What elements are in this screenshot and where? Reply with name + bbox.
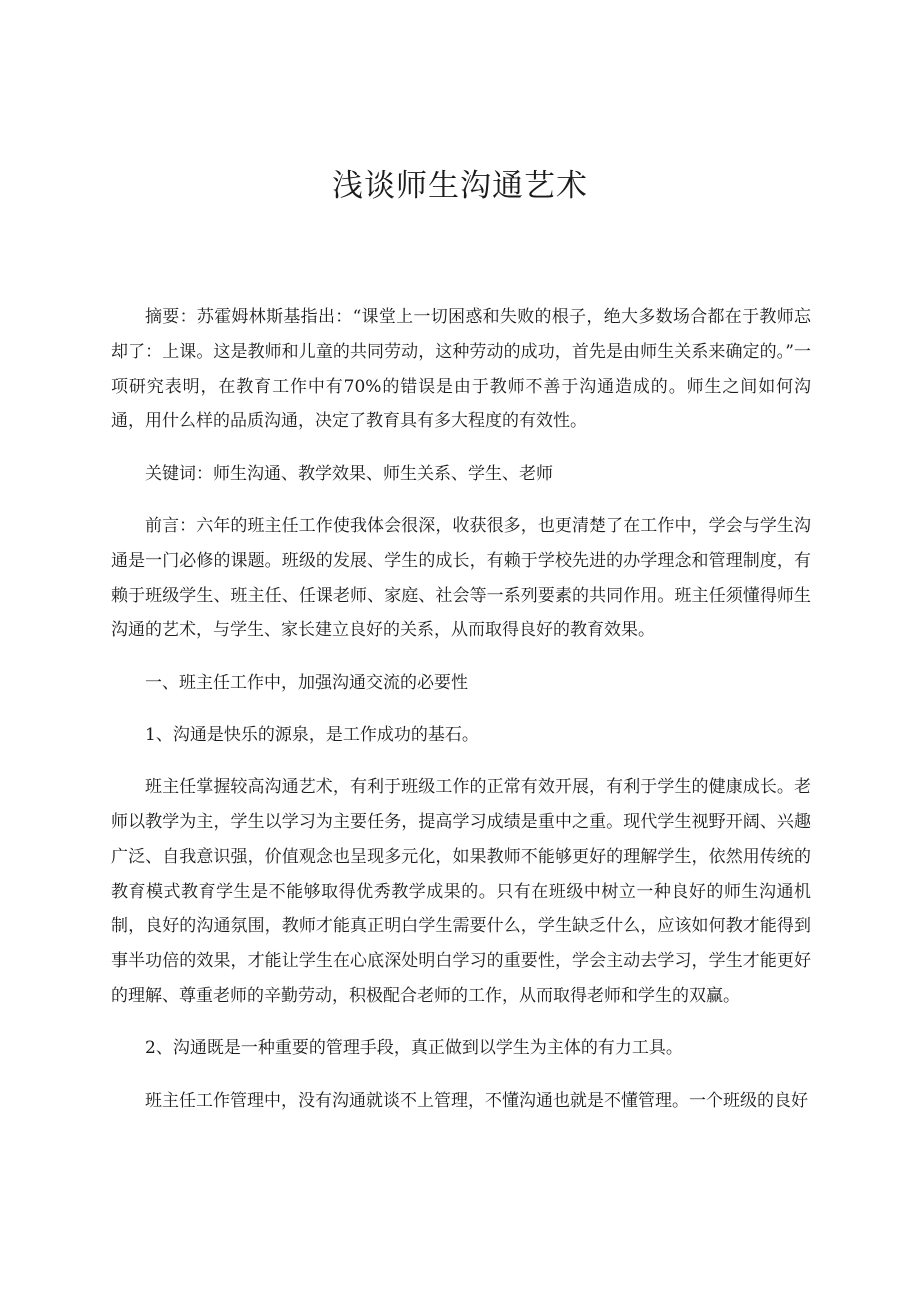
document-title: 浅谈师生沟通艺术 [332,168,588,204]
section-heading: 一、班主任工作中，加强沟通交流的必要性 [145,672,468,693]
document-body [111,300,811,1136]
preface-paragraph: 前言：六年的班主任工作使我体会很深，收获很多，也更清楚了在工作中，学会与学生沟通是一门必修的课题。班级的发展、学生的成长，有赖于学校先进的办学理念和管理制度，有赖于班级学生、班主任、任课老师、家庭、社会等一系列要素的共同作用。班主任须懂得师生沟通的艺术，与学生、家长建立良好的关系，从而取得良好的教育效果。 [111,515,811,641]
keywords-paragraph: 关键词：师生沟通、教学效果、师生关系、学生、老师 [145,463,553,484]
abstract-paragraph: 摘要：苏霍姆林斯基指出：“课堂上一切困惑和失败的根子，绝大多数场合都在于教师忘却了：上课。这是教师和儿童的共同劳动，这种劳动的成功，首先是由师生关系来确定的。”一项研究表明，在教育工作中有70%的错误是由于教师不善于沟通造成的。师生之间如何沟通，用什么样的品质沟通，决定了教育具有多大程度的有效性。 [111,307,811,432]
subsection-heading: 1、沟通是快乐的源泉，是工作成功的基石。 [145,724,479,745]
subsection-heading: 2、沟通既是一种重要的管理手段，真正做到以学生为主体的有力工具。 [145,1038,683,1059]
body-paragraph: 班主任工作管理中，没有沟通就谈不上管理，不懂沟通也就是不懂管理。一个班级的良好 [145,1090,808,1111]
body-paragraph: 班主任掌握较高沟通艺术，有利于班级工作的正常有效开展，有利于学生的健康成长。老师以教学为主，学生以学习为主要任务，提高学习成绩是重中之重。现代学生视野开阔、兴趣广泛、自我意识强，价值观念也呈现多元化，如果教师不能够更好的理解学生，依然用传统的教育模式教育学生是不能够取得优秀教学成果的。只有在班级中树立一种良好的师生沟通机制，良好的沟通氛围，教师才能真正明白学生需要什么，学生缺乏什么，应该如何教才能得到事半功倍的效果，才能让学生在心底深处明白学习的重要性，学会主动去学习，学生才能更好的理解、尊重老师的辛勤劳动，积极配合老师的工作，从而取得老师和学生的双赢。 [111,777,811,1007]
